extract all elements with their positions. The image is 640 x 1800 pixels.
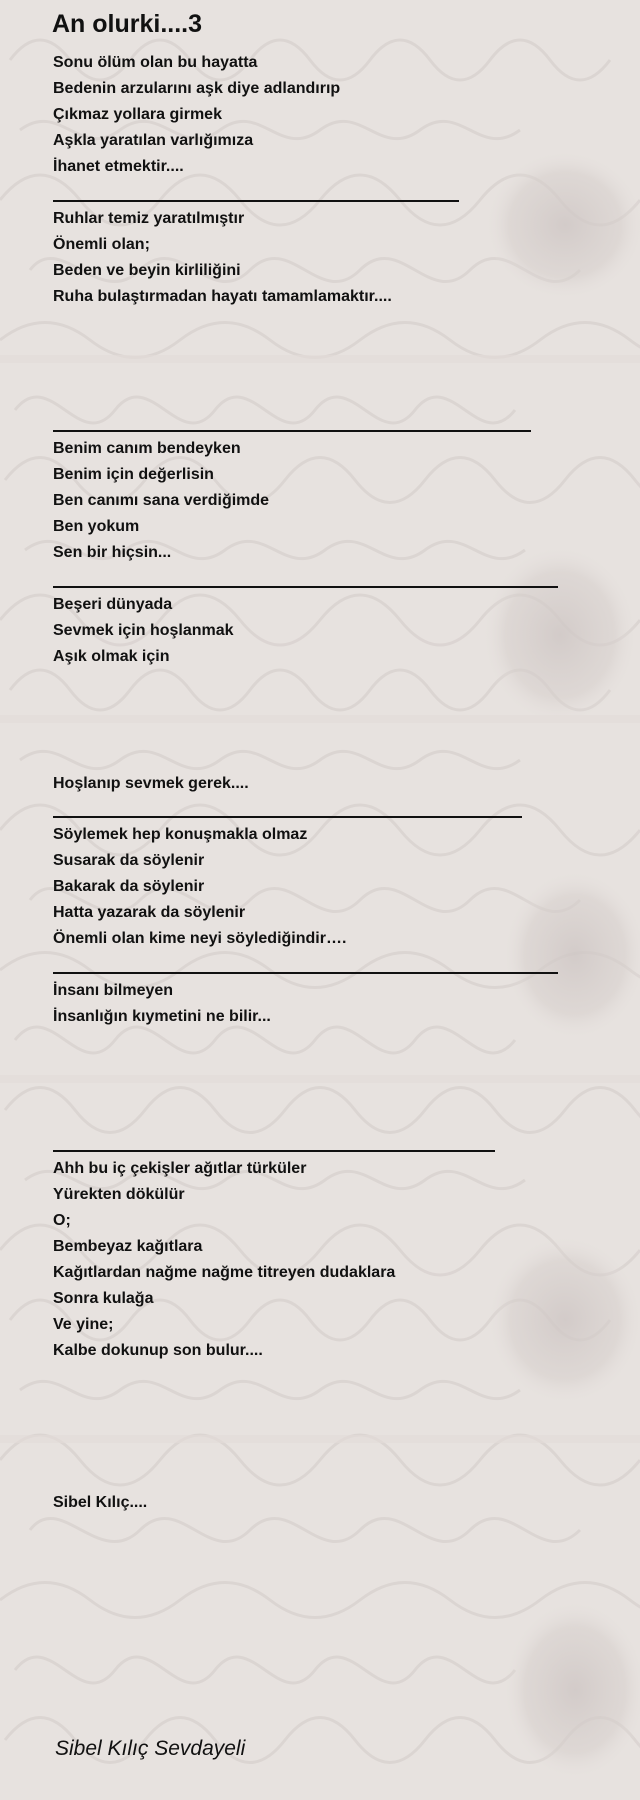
poem-line: Beşeri dünyada	[53, 596, 173, 613]
section-divider	[53, 972, 558, 974]
poem-line: Hoşlanıp sevmek gerek....	[53, 775, 249, 792]
poem-line: Çıkmaz yollara girmek	[53, 106, 222, 123]
poem-line: Bakarak da söylenir	[53, 878, 205, 895]
section-divider	[53, 430, 531, 432]
poem-line: Benim canım bendeyken	[53, 440, 241, 457]
poem-line: Ruha bulaştırmadan hayatı tamamlamaktır....	[53, 288, 392, 305]
poem-line: Sonu ölüm olan bu hayatta	[53, 54, 258, 71]
section-divider	[53, 1150, 495, 1152]
poem-signature: Sibel Kılıç....	[53, 1494, 148, 1511]
poem-line: Önemli olan;	[53, 236, 150, 253]
poem-line: İhanet etmektir....	[53, 158, 184, 175]
poem-title: An olurki....3	[52, 10, 203, 38]
author-name: Sibel Kılıç Sevdayeli	[55, 1737, 246, 1760]
poem-line: O;	[53, 1212, 71, 1229]
poem-line: Sevmek için hoşlanmak	[53, 622, 234, 639]
poem-line: Hatta yazarak da söylenir	[53, 904, 246, 921]
section-divider	[53, 586, 558, 588]
poem-line: Bedenin arzularını aşk diye adlandırıp	[53, 80, 341, 97]
poem-line: Sonra kulağa	[53, 1290, 154, 1307]
poem-line: Ben yokum	[53, 518, 140, 535]
poem-line: Beden ve beyin kirliliğini	[53, 262, 241, 279]
section-divider	[53, 200, 459, 202]
poem-line: Ben canımı sana verdiğimde	[53, 492, 270, 509]
poem-line: Söylemek hep konuşmakla olmaz	[53, 826, 308, 843]
poem-line: Aşkla yaratılan varlığımıza	[53, 132, 254, 149]
poem-line: Önemli olan kime neyi söylediğindir….	[53, 930, 347, 947]
poem-line: Ruhlar temiz yaratılmıştır	[53, 210, 245, 227]
poem-line: Kağıtlardan nağme nağme titreyen dudaklara	[53, 1264, 396, 1281]
poem-line: Benim için değerlisin	[53, 466, 214, 483]
poem-line: Yürekten dökülür	[53, 1186, 185, 1203]
section-divider	[53, 816, 522, 818]
poem-line: Sen bir hiçsin...	[53, 544, 172, 561]
poem-line: Bembeyaz kağıtlara	[53, 1238, 203, 1255]
poem-line: Ahh bu iç çekişler ağıtlar türküler	[53, 1160, 307, 1177]
poem-line: Ve yine;	[53, 1316, 114, 1333]
poem-line: İnsanı bilmeyen	[53, 982, 174, 999]
poem-line: Susarak da söylenir	[53, 852, 205, 869]
poem-line: Kalbe dokunup son bulur....	[53, 1342, 263, 1359]
poem-line: Aşık olmak için	[53, 648, 170, 665]
poem-line: İnsanlığın kıymetini ne bilir...	[53, 1008, 271, 1025]
